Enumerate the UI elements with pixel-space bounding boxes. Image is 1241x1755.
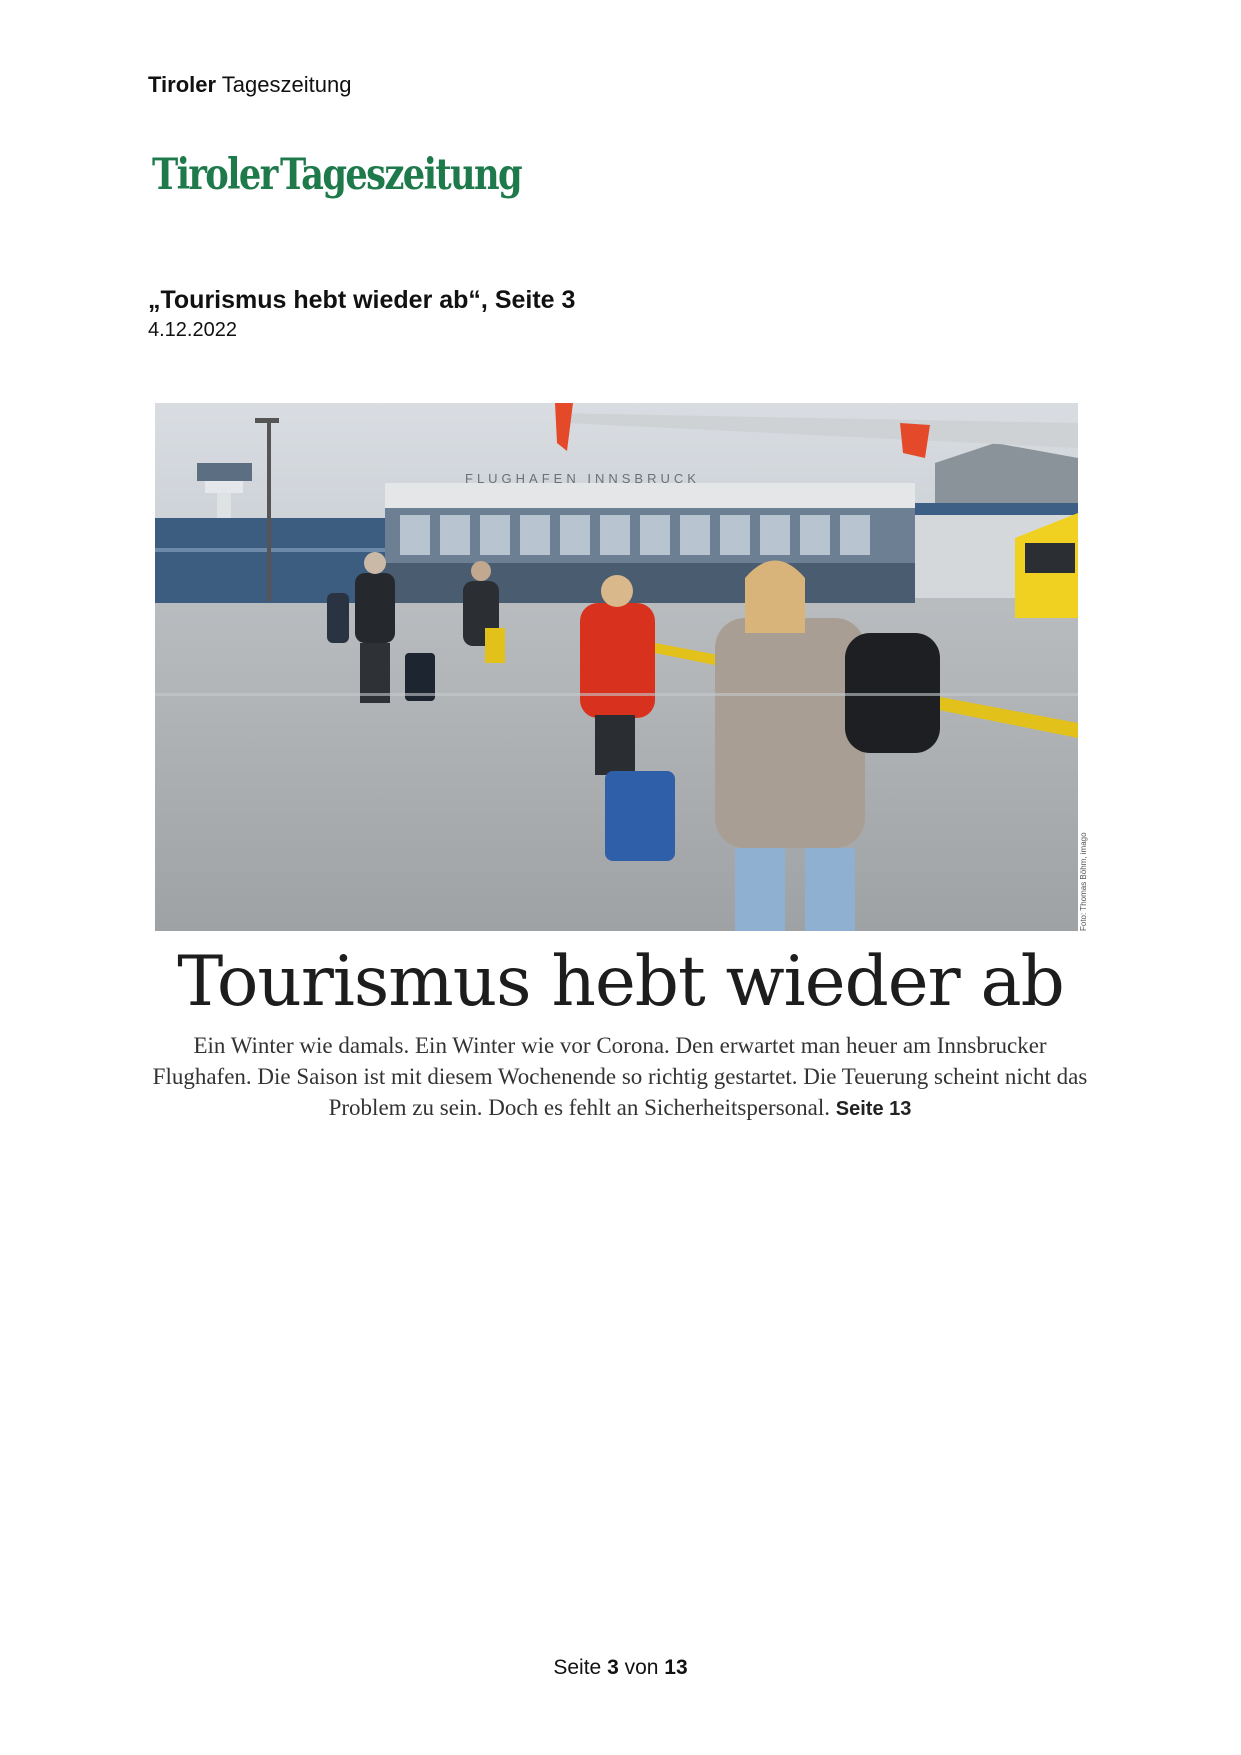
teaser-page-reference: Seite 13 — [835, 1098, 912, 1120]
document-header — [148, 72, 351, 98]
footer-total-pages: 13 — [664, 1656, 688, 1679]
airport-photo — [155, 403, 1078, 931]
airport-scene-illustration — [155, 403, 1078, 931]
newspaper-logo — [152, 150, 521, 208]
terminal-sign: FLUGHAFEN INNSBRUCK — [465, 471, 700, 486]
article-headline: Tourismus hebt wieder ab — [177, 942, 1064, 1022]
logo-text-tiroler: Tiroler — [152, 150, 277, 200]
footer-prefix: Seite — [553, 1656, 602, 1679]
teaser-text: Ein Winter wie damals. Ein Winter wie vor Corona. Den erwartet man heuer am Innsbrucker Flughafen. Die Saison ist mit diesem Wochenende so richtig gestartet. Die Teuerung scheint nicht das Problem zu sein. Doch es fehlt an Sicherheitspersonal. — [152, 1033, 1088, 1120]
footer-middle: von — [624, 1656, 659, 1679]
page-footer — [0, 1656, 1241, 1680]
article-date: 4.12.2022 — [148, 319, 237, 341]
article-title: „Tourismus hebt wieder ab“, Seite 3 — [148, 286, 576, 314]
logo-text-tageszeitung: Tageszeitung — [279, 150, 521, 200]
article-teaser — [150, 1030, 1090, 1125]
footer-current-page: 3 — [607, 1656, 619, 1679]
photo-credit: Foto: Thomas Böhm, imago — [1079, 832, 1088, 931]
header-publisher-bold: Tiroler — [148, 72, 217, 97]
header-publisher-regular: Tageszeitung — [221, 72, 352, 97]
